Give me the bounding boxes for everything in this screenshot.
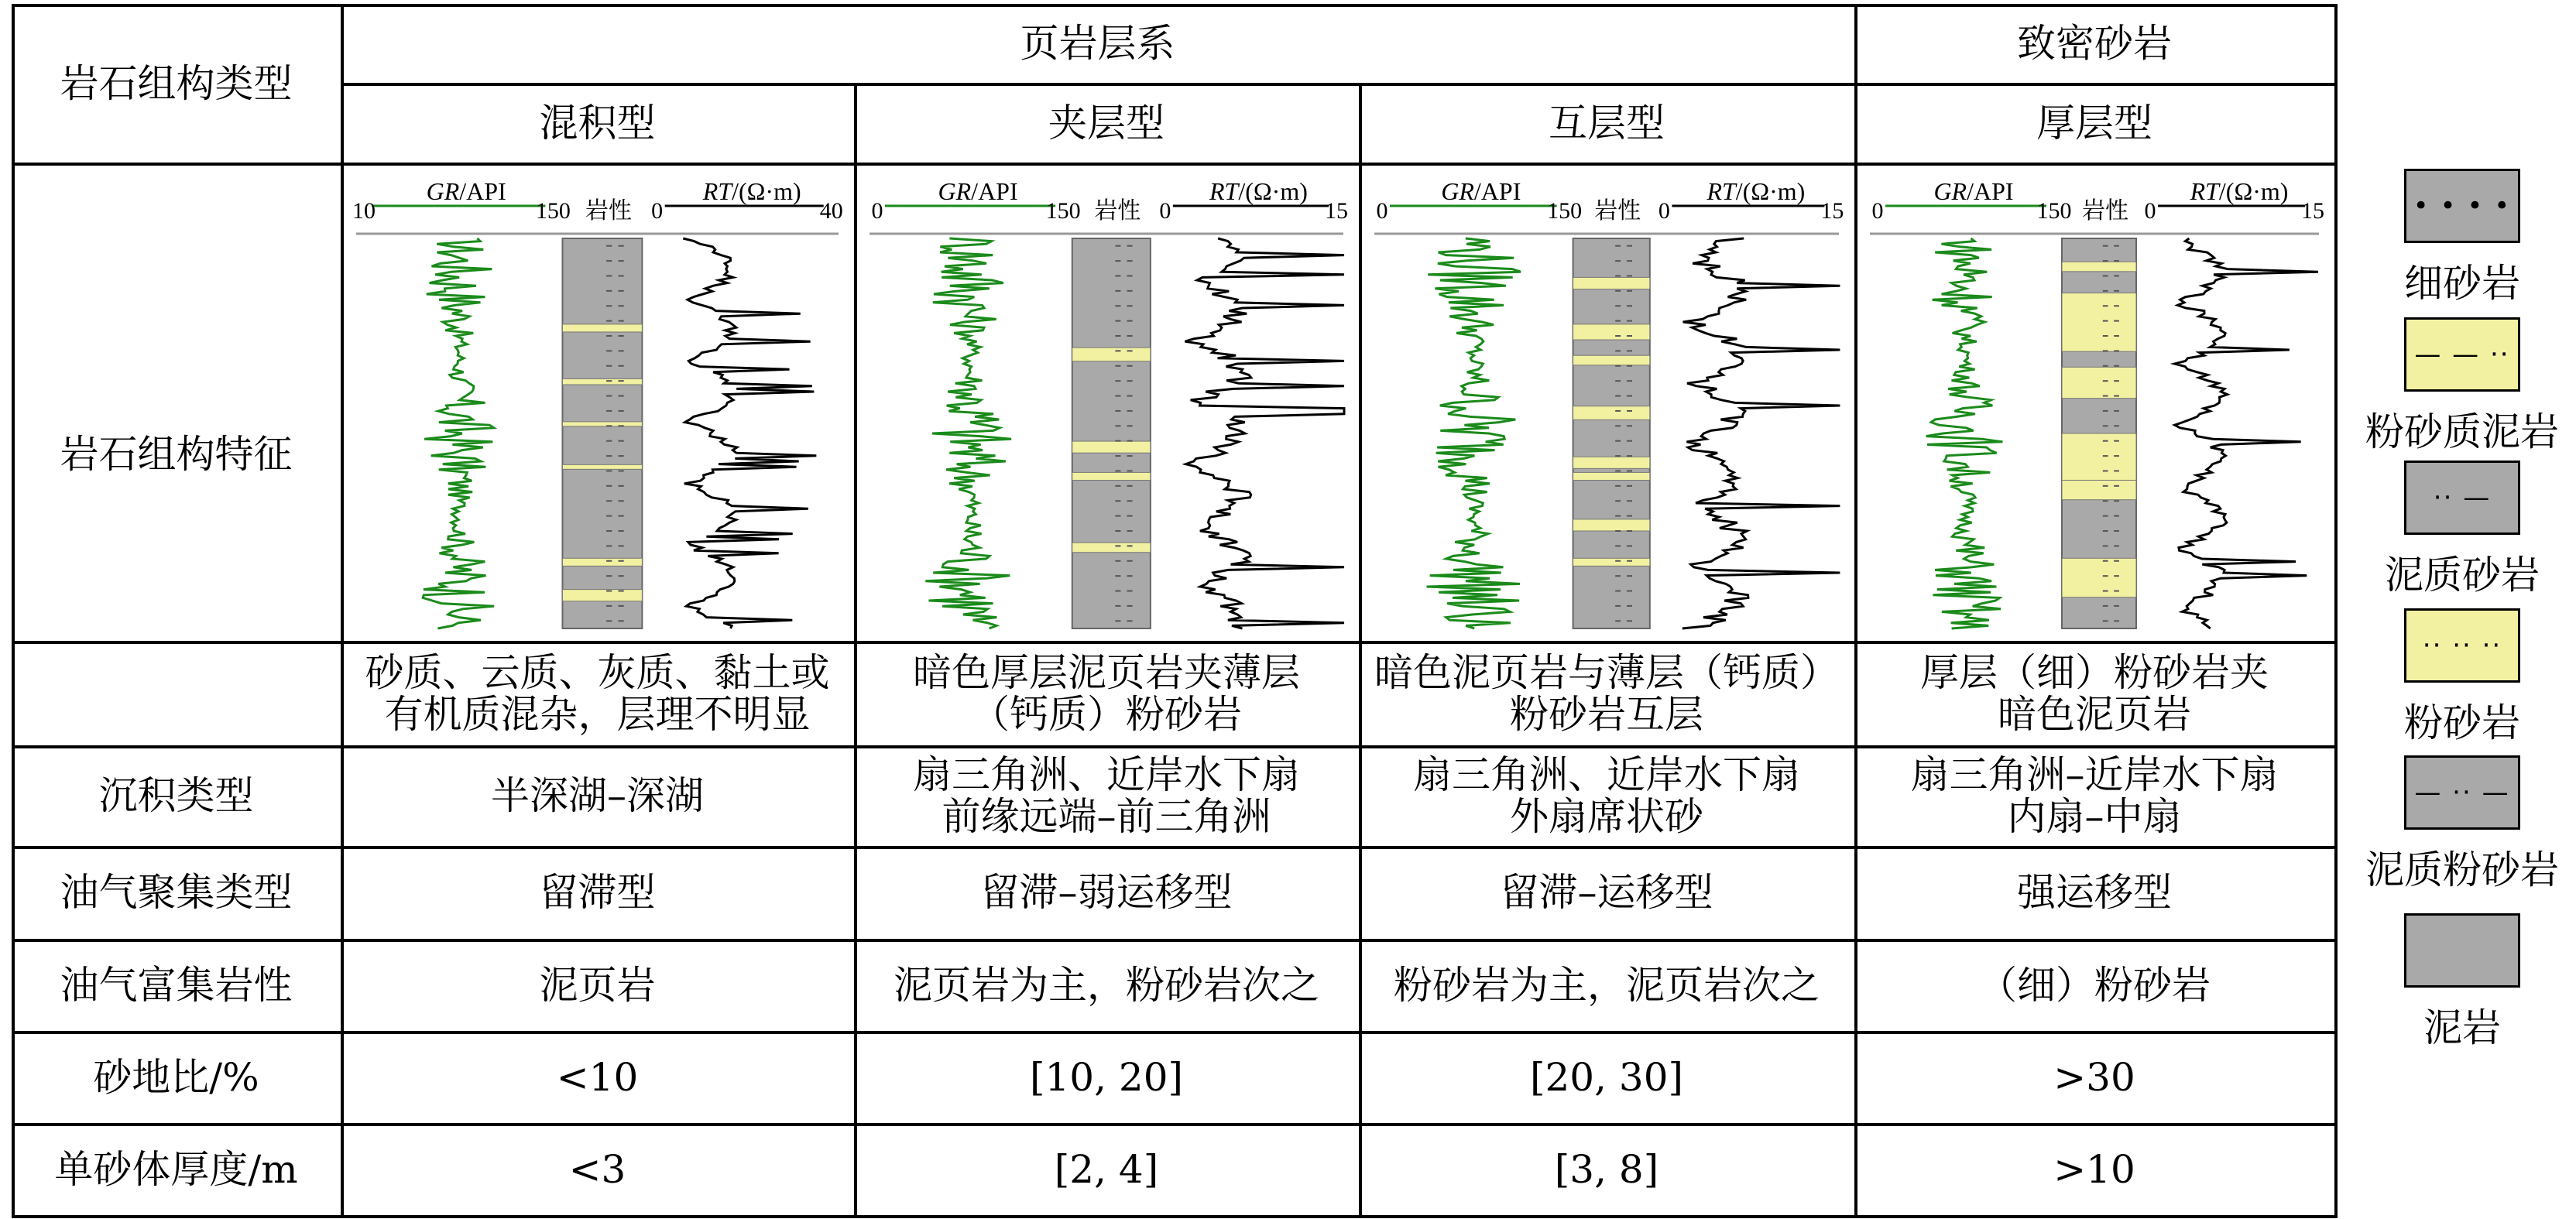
legend-swatch [2404,755,2520,830]
gr-axis-label [1933,177,2013,205]
row-label-line: 单砂体厚度/m [54,1146,298,1192]
rt-label: RT [1209,177,1239,205]
row-label [12,745,341,846]
lithology-label: 岩性 [1594,197,1641,224]
row-label-rock-fabric-feature-line: 岩石组构特征 [60,431,293,477]
legend-label: 泥质砂岩 [2385,553,2540,598]
legend-label: 细砂岩 [2404,261,2520,306]
siltstone-band [2062,262,2136,272]
table-cell-line: <3 [568,1146,626,1192]
rt-min-label: 0 [1658,198,1670,224]
siltstone-band [562,324,642,332]
rt-min-label: 0 [2144,198,2156,224]
type-header-3-line: 厚层型 [2036,100,2152,146]
legend-swatch [2404,169,2520,243]
type-header-0-line: 混积型 [539,100,656,146]
group-tight-sandstone-line: 致密砂岩 [2017,21,2172,66]
gr-label: GR [1441,177,1474,205]
well-log-panel [862,167,1351,639]
rt-max-label: 40 [819,198,843,224]
row-label-rock-fabric-feature [12,163,341,745]
gr-min-label: 0 [871,198,883,224]
well-log-panel [1862,167,2327,639]
well-log-panel [348,167,846,639]
table-cell [341,1031,854,1123]
siltstone-band [1573,324,1650,340]
legend-swatch [2404,913,2520,988]
rt-unit: /(Ω·m) [732,177,801,205]
siltstone-band [562,422,642,426]
lithology-column [1573,238,1650,628]
table-cell [854,745,1359,846]
table-cell-line: 留滞型 [539,870,656,915]
description-line: （钙质）粉砂岩 [971,691,1242,737]
rt-axis-label [1209,177,1308,205]
siltstone-band [562,378,642,385]
table-cell-line: 扇三角洲、近岸水下扇 [1413,752,1800,797]
siltstone-band [1573,558,1650,566]
siltstone-band [2062,558,2136,597]
siltstone-band [1573,406,1650,420]
legend-pattern: ·· — [2433,482,2492,513]
table-cell [1854,846,2334,939]
table-rule [2334,4,2338,1218]
table-cell-line: >30 [2053,1054,2135,1100]
gr-min-label: 10 [352,198,376,224]
table-cell-line: 扇三角洲–近岸水下扇 [1910,752,2279,797]
group-shale-system [341,4,1854,83]
description-line: 粉砂岩互层 [1510,691,1703,737]
siltstone-band [562,590,642,601]
table-cell [1359,939,1854,1031]
rt-curve [683,238,816,628]
siltstone-band [1573,355,1650,365]
siltstone-band [1573,277,1650,289]
description-line: 砂质、云质、灰质、黏土或 [365,649,830,695]
row-label-line: 沉积类型 [98,773,254,818]
lithology-column [1072,238,1151,628]
gr-curve [423,238,494,628]
table-cell-line: 粉砂岩为主，泥页岩次之 [1394,962,1820,1008]
table-cell [341,745,854,846]
row-label-rock-fabric-type-line: 岩石组构类型 [60,60,293,106]
rt-label: RT [2190,177,2219,205]
row-label-line: 油气聚集类型 [60,870,293,915]
siltstone-band [1573,472,1650,480]
lithology-label: 岩性 [1094,197,1141,224]
legend-label: 粉砂质泥岩 [2365,409,2559,454]
legend-swatch [2404,461,2520,535]
table-cell-line: 留滞–运移型 [1500,870,1713,915]
well-log-panel [1367,167,1847,639]
row-label-rock-fabric-type [12,4,341,163]
siltstone-band [2062,293,2136,352]
table-cell-line: 扇三角洲、近岸水下扇 [913,752,1300,797]
gr-label: GR [1933,177,1967,205]
row-label [12,1031,341,1123]
legend-swatch [2404,608,2520,683]
table-cell-line: 泥页岩为主，粉砂岩次之 [894,962,1319,1008]
table-cell-line: [3, 8] [1554,1146,1659,1192]
legend-pattern: • • • • [2413,190,2512,221]
type-header-2 [1359,83,1854,163]
gr-max-label: 150 [2036,198,2072,224]
table-cell-line: 半深湖–深湖 [491,773,704,818]
table-cell [1359,1123,1854,1215]
legend-pattern: ·· ·· ·· [2422,630,2502,661]
table-cell-line: <10 [556,1054,639,1100]
table-cell-line: 留滞–弱运移型 [980,870,1233,915]
description-cell [1854,641,2334,745]
description-line: 暗色泥页岩与薄层（钙质） [1374,649,1839,695]
legend-label: 泥岩 [2423,1005,2501,1050]
table-cell [1359,1031,1854,1123]
gr-axis-label [938,177,1018,205]
type-header-0 [341,83,854,163]
rt-label: RT [702,177,732,205]
rt-unit: /(Ω·m) [1238,177,1308,205]
table-rule [12,163,2334,166]
table-cell [854,1031,1359,1123]
row-label [12,1123,341,1215]
rt-min-label: 0 [1159,198,1171,224]
gr-unit: /API [1967,177,2014,205]
table-cell [341,939,854,1031]
table-cell [1359,846,1854,939]
siltstone-band [562,464,642,469]
rt-curve [2175,238,2318,628]
type-header-1-line: 夹层型 [1048,100,1165,146]
rt-axis-label [702,177,801,205]
siltstone-band [1573,457,1650,468]
row-label [12,939,341,1031]
rt-unit: /(Ω·m) [2218,177,2289,205]
rt-max-label: 15 [2301,198,2324,224]
gr-min-label: 0 [1376,198,1388,224]
table-cell-line: 前缘远端–前三角洲 [942,794,1271,839]
siltstone-band [1072,441,1151,453]
table-cell-line: [20, 30] [1529,1054,1684,1100]
row-label [12,846,341,939]
legend-swatch [2404,317,2520,392]
table-cell [854,1123,1359,1215]
table-cell [854,846,1359,939]
type-header-3 [1854,83,2334,163]
gr-label: GR [938,177,972,205]
description-cell [854,641,1359,745]
table-cell-line: [10, 20] [1029,1054,1184,1100]
legend-pattern: — — ·· [2414,339,2510,370]
gr-axis-label [427,177,506,205]
description-line: 暗色厚层泥页岩夹薄层 [913,649,1300,695]
rt-curve [1682,238,1840,628]
rt-axis-label [1706,177,1805,205]
description-cell [341,641,854,745]
row-label-line: 油气富集岩性 [60,962,293,1008]
description-line: 有机质混杂，层理不明显 [384,691,811,737]
table-cell [1359,745,1854,846]
rt-curve [1185,238,1344,628]
table-cell [1854,1123,2334,1215]
siltstone-band [2062,367,2136,398]
gr-unit: /API [1473,177,1521,205]
siltstone-band [2062,480,2136,499]
type-header-2-line: 互层型 [1549,100,1665,146]
description-line: 厚层（细）粉砂岩夹 [1920,649,2269,695]
table-cell-line: （细）粉砂岩 [1978,962,2211,1008]
description-cell [1359,641,1854,745]
rt-axis-label [2190,177,2289,205]
lithology-column [562,238,642,628]
table-cell [1854,745,2334,846]
legend-pattern: — ·· — [2414,777,2510,808]
rt-min-label: 0 [651,198,664,224]
siltstone-band [2062,433,2136,480]
gr-max-label: 150 [535,198,571,224]
gr-curve [1926,238,2003,628]
siltstone-band [1072,348,1151,361]
gr-label: GR [426,177,460,205]
table-cell-line: 泥页岩 [539,962,656,1008]
description-line: 暗色泥页岩 [1998,691,2191,737]
table-cell-line: >10 [2053,1146,2135,1192]
table-cell [1854,1031,2334,1123]
rt-max-label: 15 [1325,198,1349,224]
table-cell-line: 外扇席状砂 [1510,794,1703,839]
gr-unit: /API [459,177,506,205]
row-label-line: 砂地比/% [93,1054,259,1100]
table-cell-line: [2, 4] [1054,1146,1159,1192]
group-shale-system-line: 页岩层系 [1020,21,1175,66]
gr-unit: /API [971,177,1018,205]
type-header-1 [854,83,1359,163]
legend-label: 粉砂岩 [2404,700,2520,745]
gr-curve [925,238,1011,628]
gr-max-label: 150 [1045,198,1081,224]
siltstone-band [1072,543,1151,553]
lithology-label: 岩性 [2082,197,2128,224]
rt-label: RT [1706,177,1736,205]
group-tight-sandstone [1854,4,2334,83]
siltstone-band [1573,519,1650,531]
gr-min-label: 0 [1871,198,1884,224]
gr-curve [1427,238,1521,628]
table-cell-line: 强运移型 [2017,870,2172,915]
table-rule [12,1215,2334,1218]
table-cell [341,846,854,939]
gr-max-label: 150 [1547,198,1583,224]
table-cell [341,1123,854,1215]
siltstone-band [1072,472,1151,480]
gr-axis-label [1441,177,1521,205]
rt-max-label: 15 [1820,198,1844,224]
lithology-label: 岩性 [585,197,632,224]
table-cell-line: 内扇–中扇 [2007,794,2182,839]
legend-label: 泥质粉砂岩 [2365,847,2559,892]
rt-unit: /(Ω·m) [1735,177,1806,205]
table-cell [854,939,1359,1031]
table-cell [1854,939,2334,1031]
siltstone-band [562,558,642,566]
